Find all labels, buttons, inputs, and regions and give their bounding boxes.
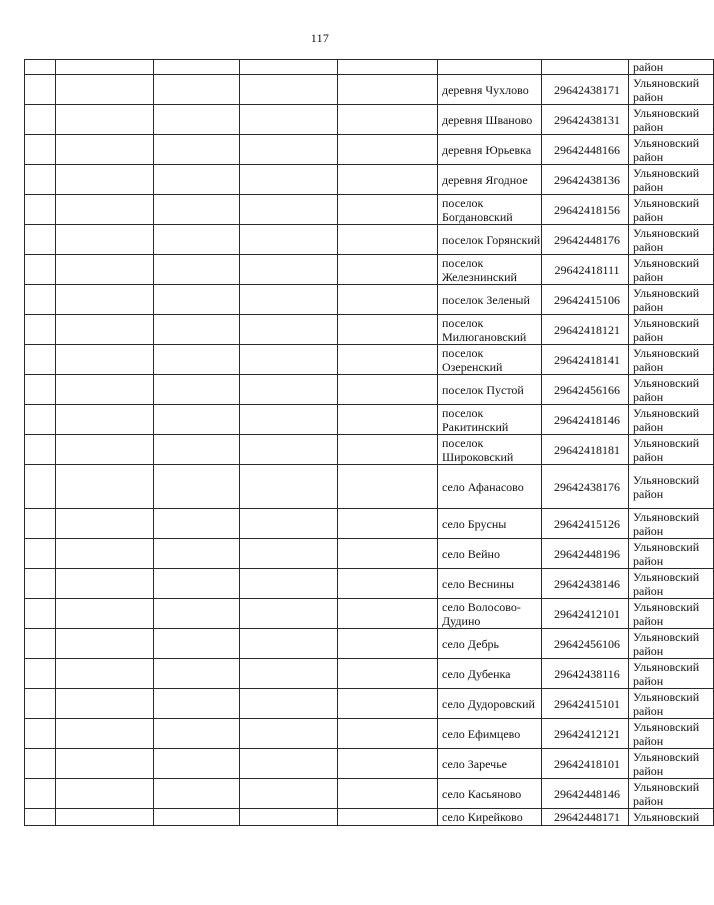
empty-cell: [154, 465, 240, 509]
table-row: [25, 405, 714, 435]
empty-cell: [338, 375, 438, 405]
table-row: [25, 629, 714, 659]
settlement-name: поселок Ракитинский: [438, 405, 542, 435]
empty-cell: [240, 285, 338, 315]
empty-cell: [56, 345, 154, 375]
district-name: Ульяновский район: [629, 719, 714, 749]
empty-cell: [338, 569, 438, 599]
empty-cell: [25, 225, 56, 255]
empty-cell: [25, 465, 56, 509]
empty-cell: [25, 659, 56, 689]
table-row: [25, 569, 714, 599]
settlement-name: село Дубенка: [438, 659, 542, 689]
empty-cell: [240, 569, 338, 599]
settlement-name: поселок Горянский: [438, 225, 542, 255]
district-name: Ульяновский район: [629, 165, 714, 195]
empty-cell: [25, 60, 56, 75]
empty-cell: [240, 749, 338, 779]
empty-cell: [25, 435, 56, 465]
empty-cell: [154, 135, 240, 165]
empty-cell: [56, 719, 154, 749]
empty-cell: [56, 809, 154, 826]
settlement-name: село Афанасово: [438, 465, 542, 509]
empty-cell: [154, 195, 240, 225]
empty-cell: [338, 465, 438, 509]
empty-cell: [154, 629, 240, 659]
table-row: [25, 195, 714, 225]
settlement-name: поселок Железнинский: [438, 255, 542, 285]
empty-cell: [154, 315, 240, 345]
oktmo-code: 29642415101: [542, 689, 629, 719]
empty-cell: [154, 809, 240, 826]
empty-cell: [154, 659, 240, 689]
empty-cell: [240, 225, 338, 255]
settlement-name: село Кирейково: [438, 809, 542, 826]
empty-cell: [25, 539, 56, 569]
empty-cell: [240, 629, 338, 659]
oktmo-code: 29642448166: [542, 135, 629, 165]
empty-cell: [240, 165, 338, 195]
empty-cell: [240, 60, 338, 75]
empty-cell: [240, 809, 338, 826]
table-row: [25, 225, 714, 255]
oktmo-code: 29642448146: [542, 779, 629, 809]
oktmo-code: 29642438116: [542, 659, 629, 689]
empty-cell: [338, 225, 438, 255]
empty-cell: [338, 659, 438, 689]
empty-cell: [25, 599, 56, 629]
empty-cell: [338, 135, 438, 165]
table-row: [25, 165, 714, 195]
table-row: [25, 285, 714, 315]
settlement-name: село Дудоровский: [438, 689, 542, 719]
oktmo-code: 29642438176: [542, 465, 629, 509]
district-name: Ульяновский район: [629, 749, 714, 779]
empty-cell: [240, 255, 338, 285]
oktmo-code: 29642418101: [542, 749, 629, 779]
empty-cell: [56, 569, 154, 599]
oktmo-code: [542, 60, 629, 75]
district-name: Ульяновский район: [629, 195, 714, 225]
empty-cell: [240, 345, 338, 375]
empty-cell: [338, 689, 438, 719]
table-row: [25, 375, 714, 405]
settlement-name: село Волосово-Дудино: [438, 599, 542, 629]
empty-cell: [154, 75, 240, 105]
oktmo-code: 29642418141: [542, 345, 629, 375]
table-row: [25, 435, 714, 465]
table-row: [25, 809, 714, 826]
empty-cell: [338, 105, 438, 135]
empty-cell: [25, 779, 56, 809]
empty-cell: [56, 629, 154, 659]
district-name: район: [629, 60, 714, 75]
empty-cell: [25, 75, 56, 105]
district-name: Ульяновский район: [629, 405, 714, 435]
empty-cell: [25, 315, 56, 345]
settlement-name: село Веснины: [438, 569, 542, 599]
district-name: Ульяновский район: [629, 105, 714, 135]
oktmo-code: 29642438171: [542, 75, 629, 105]
table-row: [25, 749, 714, 779]
empty-cell: [154, 375, 240, 405]
empty-cell: [25, 165, 56, 195]
empty-cell: [25, 135, 56, 165]
settlements-table: [24, 59, 714, 826]
empty-cell: [25, 719, 56, 749]
district-name: Ульяновский район: [629, 345, 714, 375]
empty-cell: [240, 135, 338, 165]
settlement-name: поселок Богдановский: [438, 195, 542, 225]
empty-cell: [154, 435, 240, 465]
empty-cell: [25, 285, 56, 315]
table-row: [25, 135, 714, 165]
empty-cell: [25, 255, 56, 285]
empty-cell: [56, 60, 154, 75]
settlement-name: поселок Озеренский: [438, 345, 542, 375]
oktmo-code: 29642415106: [542, 285, 629, 315]
oktmo-code: 29642412101: [542, 599, 629, 629]
district-name: Ульяновский район: [629, 135, 714, 165]
empty-cell: [56, 375, 154, 405]
table-row: [25, 465, 714, 509]
table-row: [25, 345, 714, 375]
empty-cell: [56, 539, 154, 569]
empty-cell: [154, 599, 240, 629]
empty-cell: [240, 195, 338, 225]
empty-cell: [154, 285, 240, 315]
empty-cell: [338, 195, 438, 225]
oktmo-code: 29642456166: [542, 375, 629, 405]
empty-cell: [56, 75, 154, 105]
settlement-name: село Ефимцево: [438, 719, 542, 749]
settlement-name: деревня Юрьевка: [438, 135, 542, 165]
oktmo-code: 29642418121: [542, 315, 629, 345]
settlement-name: деревня Шваново: [438, 105, 542, 135]
oktmo-code: 29642438136: [542, 165, 629, 195]
empty-cell: [240, 75, 338, 105]
empty-cell: [154, 539, 240, 569]
settlement-name: [438, 60, 542, 75]
empty-cell: [154, 569, 240, 599]
empty-cell: [25, 195, 56, 225]
settlement-name: село Заречье: [438, 749, 542, 779]
empty-cell: [56, 689, 154, 719]
empty-cell: [56, 285, 154, 315]
empty-cell: [338, 315, 438, 345]
empty-cell: [56, 465, 154, 509]
empty-cell: [240, 689, 338, 719]
empty-cell: [25, 405, 56, 435]
empty-cell: [56, 405, 154, 435]
district-name: Ульяновский: [629, 809, 714, 826]
district-name: Ульяновский район: [629, 779, 714, 809]
empty-cell: [56, 225, 154, 255]
oktmo-code: 29642418146: [542, 405, 629, 435]
empty-cell: [56, 105, 154, 135]
empty-cell: [56, 135, 154, 165]
district-name: Ульяновский район: [629, 659, 714, 689]
table-row: [25, 105, 714, 135]
empty-cell: [338, 539, 438, 569]
empty-cell: [240, 719, 338, 749]
empty-cell: [240, 599, 338, 629]
district-name: Ульяновский район: [629, 509, 714, 539]
empty-cell: [338, 75, 438, 105]
empty-cell: [338, 255, 438, 285]
empty-cell: [240, 779, 338, 809]
empty-cell: [25, 569, 56, 599]
empty-cell: [154, 749, 240, 779]
empty-cell: [338, 405, 438, 435]
table-row: [25, 509, 714, 539]
table-row: [25, 659, 714, 689]
table-row: [25, 60, 714, 75]
district-name: Ульяновский район: [629, 629, 714, 659]
settlement-name: поселок Широковский: [438, 435, 542, 465]
empty-cell: [25, 509, 56, 539]
empty-cell: [56, 599, 154, 629]
empty-cell: [154, 779, 240, 809]
empty-cell: [56, 659, 154, 689]
empty-cell: [154, 719, 240, 749]
empty-cell: [25, 809, 56, 826]
oktmo-code: 29642448176: [542, 225, 629, 255]
oktmo-code: 29642418111: [542, 255, 629, 285]
district-name: Ульяновский район: [629, 225, 714, 255]
district-name: Ульяновский район: [629, 465, 714, 509]
empty-cell: [338, 285, 438, 315]
empty-cell: [25, 689, 56, 719]
empty-cell: [56, 255, 154, 285]
empty-cell: [154, 165, 240, 195]
settlement-name: село Вейно: [438, 539, 542, 569]
oktmo-code: 29642415126: [542, 509, 629, 539]
oktmo-code: 29642456106: [542, 629, 629, 659]
empty-cell: [154, 255, 240, 285]
district-name: Ульяновский район: [629, 255, 714, 285]
table-row: [25, 539, 714, 569]
district-name: Ульяновский район: [629, 435, 714, 465]
oktmo-code: 29642448196: [542, 539, 629, 569]
settlement-name: деревня Ягодное: [438, 165, 542, 195]
table-row: [25, 75, 714, 105]
empty-cell: [154, 105, 240, 135]
district-name: Ульяновский район: [629, 689, 714, 719]
table-row: [25, 599, 714, 629]
empty-cell: [338, 749, 438, 779]
oktmo-code: 29642412121: [542, 719, 629, 749]
settlement-name: поселок Пустой: [438, 375, 542, 405]
empty-cell: [240, 465, 338, 509]
settlement-name: село Дебрь: [438, 629, 542, 659]
empty-cell: [154, 509, 240, 539]
empty-cell: [338, 779, 438, 809]
table-row: [25, 689, 714, 719]
empty-cell: [338, 629, 438, 659]
oktmo-code: 29642438146: [542, 569, 629, 599]
empty-cell: [240, 539, 338, 569]
settlement-name: деревня Чухлово: [438, 75, 542, 105]
oktmo-code: 29642438131: [542, 105, 629, 135]
empty-cell: [338, 509, 438, 539]
district-name: Ульяновский район: [629, 315, 714, 345]
empty-cell: [154, 405, 240, 435]
empty-cell: [25, 749, 56, 779]
empty-cell: [338, 60, 438, 75]
empty-cell: [154, 60, 240, 75]
oktmo-code: 29642418181: [542, 435, 629, 465]
district-name: Ульяновский район: [629, 375, 714, 405]
empty-cell: [154, 689, 240, 719]
empty-cell: [56, 779, 154, 809]
empty-cell: [25, 375, 56, 405]
empty-cell: [25, 629, 56, 659]
empty-cell: [338, 165, 438, 195]
empty-cell: [25, 345, 56, 375]
empty-cell: [338, 809, 438, 826]
oktmo-code: 29642448171: [542, 809, 629, 826]
empty-cell: [56, 749, 154, 779]
table-row: [25, 779, 714, 809]
empty-cell: [240, 375, 338, 405]
table-row: [25, 255, 714, 285]
empty-cell: [338, 345, 438, 375]
empty-cell: [338, 435, 438, 465]
district-name: Ульяновский район: [629, 285, 714, 315]
empty-cell: [240, 105, 338, 135]
district-name: Ульяновский район: [629, 569, 714, 599]
table-row: [25, 719, 714, 749]
empty-cell: [56, 195, 154, 225]
page-number: 117: [310, 31, 330, 45]
settlement-name: село Касьяново: [438, 779, 542, 809]
empty-cell: [338, 599, 438, 629]
settlement-name: село Брусны: [438, 509, 542, 539]
empty-cell: [154, 225, 240, 255]
empty-cell: [240, 315, 338, 345]
empty-cell: [56, 509, 154, 539]
empty-cell: [25, 105, 56, 135]
table-row: [25, 315, 714, 345]
district-name: Ульяновский район: [629, 599, 714, 629]
empty-cell: [56, 315, 154, 345]
district-name: Ульяновский район: [629, 539, 714, 569]
empty-cell: [240, 659, 338, 689]
settlement-name: поселок Зеленый: [438, 285, 542, 315]
district-name: Ульяновский район: [629, 75, 714, 105]
table-body: [25, 60, 714, 826]
empty-cell: [240, 435, 338, 465]
empty-cell: [240, 405, 338, 435]
empty-cell: [56, 435, 154, 465]
empty-cell: [240, 509, 338, 539]
empty-cell: [338, 719, 438, 749]
empty-cell: [154, 345, 240, 375]
oktmo-code: 29642418156: [542, 195, 629, 225]
settlement-name: поселок Милюгановский: [438, 315, 542, 345]
empty-cell: [56, 165, 154, 195]
